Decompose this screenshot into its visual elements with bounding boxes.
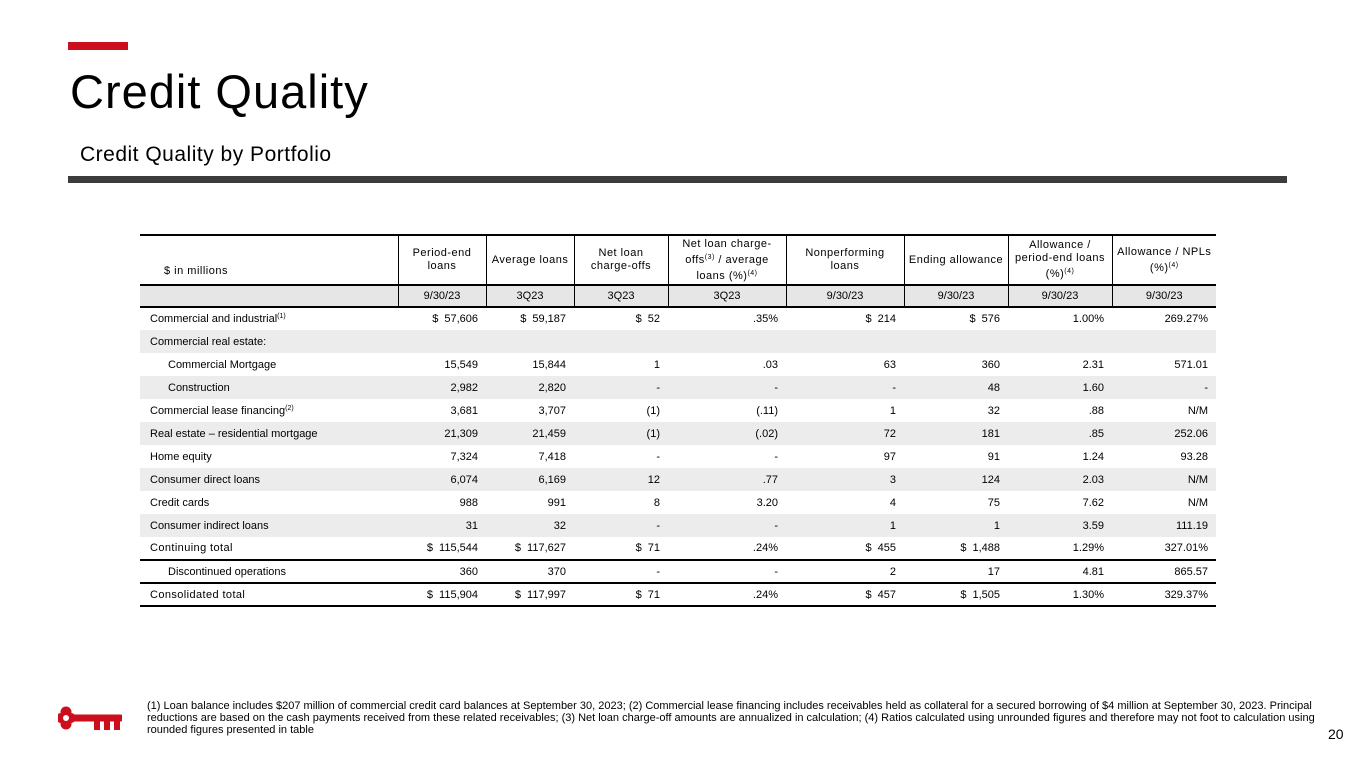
cell-value: 15,549 — [444, 358, 478, 371]
cell-value: 988 — [459, 496, 478, 509]
cell-value: 1 — [889, 404, 896, 417]
footnote-ref: (2) — [285, 404, 294, 412]
table-cell — [398, 445, 486, 468]
table-cell — [904, 307, 1008, 330]
page-subtitle: Credit Quality by Portfolio — [80, 143, 332, 166]
table-cell — [1112, 353, 1216, 376]
table-cell — [398, 330, 486, 353]
row-label-text: Consolidated total — [150, 588, 246, 601]
cell-value: (1) — [646, 427, 660, 440]
table-cell — [486, 514, 574, 537]
table-cell — [1008, 353, 1112, 376]
cell-value: 31 — [465, 519, 478, 532]
cell-value: 117,997 — [527, 588, 566, 601]
table-cell — [904, 537, 1008, 560]
cell-value: 111.19 — [1175, 519, 1208, 532]
table-cell — [574, 330, 668, 353]
row-label — [140, 537, 398, 560]
col-header-nco-ratio-text2: / average loans (%) — [696, 253, 769, 282]
currency-symbol: $ — [514, 542, 522, 554]
cell-value: 360 — [459, 565, 478, 578]
row-label-text: Construction — [168, 381, 230, 394]
cell-value: .85 — [1088, 427, 1104, 440]
col-header-allowance-npls — [1112, 235, 1216, 285]
currency-symbol: $ — [635, 588, 642, 601]
currency-symbol: $ — [960, 542, 967, 554]
currency-symbol: $ — [865, 313, 872, 325]
cell-value: 48 — [987, 381, 1000, 394]
cell-value: 576 — [981, 313, 1000, 325]
table-row — [140, 468, 1216, 491]
table-cell — [1008, 376, 1112, 399]
cell-value: (.02) — [755, 427, 778, 440]
table-cell — [786, 353, 904, 376]
table-cell — [1112, 445, 1216, 468]
cell-value: 115,904 — [439, 588, 478, 601]
cell-value: 71 — [647, 588, 660, 601]
cell-value: 991 — [547, 496, 566, 509]
table-cell — [786, 514, 904, 537]
cell-value: 71 — [647, 542, 660, 554]
table-cell — [786, 560, 904, 583]
table-cell — [1008, 560, 1112, 583]
cell-value: 7,418 — [538, 450, 566, 463]
table-cell — [904, 330, 1008, 353]
cell-value: 252.06 — [1174, 427, 1208, 440]
table-cell — [786, 583, 904, 606]
table-cell — [574, 560, 668, 583]
date-cell: 9/30/23 — [1008, 285, 1112, 307]
row-label-text: Home equity — [150, 450, 212, 463]
cell-value: 52 — [647, 313, 660, 325]
table-cell — [1112, 307, 1216, 330]
row-label — [140, 330, 398, 353]
cell-value: 1.60 — [1082, 381, 1104, 394]
cell-value: 15,844 — [532, 358, 566, 371]
column-header-row — [140, 235, 1216, 285]
row-label — [140, 376, 398, 399]
date-cell: 9/30/23 — [904, 285, 1008, 307]
cell-value: 865.57 — [1174, 565, 1208, 578]
date-cell — [140, 285, 398, 307]
cell-value: 115,544 — [439, 542, 478, 554]
col-header-nco-ratio — [668, 235, 786, 285]
cell-value: 7,324 — [450, 450, 478, 463]
col-header-net-charge-offs: Net loan charge-offs — [574, 235, 668, 285]
table-cell — [574, 491, 668, 514]
table-cell — [1008, 537, 1112, 560]
table-cell — [486, 445, 574, 468]
cell-value: .35% — [752, 313, 778, 325]
table-cell — [668, 353, 786, 376]
col-header-allowance-loans — [1008, 235, 1112, 285]
cell-value: 75 — [987, 496, 1000, 509]
table-cell — [398, 468, 486, 491]
cell-value: 327.01% — [1164, 542, 1208, 554]
row-label-text: Commercial real estate: — [150, 335, 267, 348]
footnote-ref-4: (4) — [1064, 268, 1075, 275]
cell-value: - — [656, 450, 660, 463]
cell-value: 2.31 — [1082, 358, 1104, 371]
cell-value: - — [656, 381, 660, 394]
date-header-row — [140, 285, 1216, 307]
table-cell — [904, 468, 1008, 491]
table-cell — [574, 353, 668, 376]
cell-value: - — [656, 519, 660, 532]
row-label-text: Credit cards — [150, 496, 210, 509]
cell-value: 269.27% — [1164, 313, 1208, 325]
table-cell — [904, 353, 1008, 376]
row-label-text: Consumer direct loans — [150, 473, 261, 486]
table-row — [140, 399, 1216, 422]
cell-value: 32 — [553, 519, 566, 532]
table-cell — [668, 330, 786, 353]
table-cell — [668, 399, 786, 422]
header-divider — [68, 176, 1287, 183]
row-label — [140, 445, 398, 468]
table-cell — [574, 468, 668, 491]
table-cell — [486, 353, 574, 376]
date-cell: 3Q23 — [486, 285, 574, 307]
footnote-ref: (1) — [277, 313, 286, 320]
currency-symbol: $ — [635, 313, 642, 325]
row-label-text: Real estate – residential mortgage — [150, 427, 318, 440]
table-cell — [574, 422, 668, 445]
cell-value: 59,187 — [532, 313, 566, 325]
table-cell — [1112, 560, 1216, 583]
cell-value: 370 — [547, 565, 566, 578]
cell-value: 2.03 — [1082, 473, 1104, 486]
cell-value: 1 — [653, 358, 660, 371]
table-cell — [1112, 330, 1216, 353]
currency-symbol: $ — [432, 313, 439, 325]
cell-value: 93.28 — [1180, 450, 1208, 463]
currency-symbol: $ — [865, 588, 872, 601]
page-title: Credit Quality — [70, 65, 369, 118]
table-cell — [1008, 514, 1112, 537]
date-cell: 9/30/23 — [786, 285, 904, 307]
row-label-text: Commercial Mortgage — [168, 358, 277, 371]
row-label — [140, 583, 398, 606]
table-cell — [1008, 583, 1112, 606]
cell-value: - — [1204, 381, 1208, 394]
table-cell — [398, 583, 486, 606]
cell-value: (.11) — [756, 404, 778, 417]
table-cell — [786, 537, 904, 560]
cell-value: 455 — [877, 542, 896, 554]
footnote-text: (1) Loan balance includes $207 million of commercial credit card balances at September 30, 2023; (2) Commercial lease financing includes receivables held as collateral for a secured borrowing of $4 million at September 30, 2023. Principal reductions are based on the cash payments received from these related receivables; (3) Net loan charge-off amounts are annualized in calculation; (4) Ratios calculated using unrounded figures and therefore may not foot to calculation using rounded figures presented in table — [147, 700, 1315, 736]
row-label — [140, 468, 398, 491]
date-cell: 9/30/23 — [1112, 285, 1216, 307]
table-cell — [486, 307, 574, 330]
row-label — [140, 399, 398, 422]
footnote-ref-3: (3) — [704, 253, 715, 261]
table-cell — [486, 560, 574, 583]
currency-symbol: $ — [426, 588, 434, 601]
table-cell — [486, 468, 574, 491]
row-label — [140, 422, 398, 445]
table-cell — [668, 560, 786, 583]
row-label-text: Commercial and industrial — [150, 313, 278, 325]
row-label — [140, 491, 398, 514]
cell-value: N/M — [1187, 473, 1208, 486]
table-body — [140, 307, 1216, 606]
table-cell — [786, 399, 904, 422]
col-header-average-loans: Average loans — [486, 235, 574, 285]
table-cell — [574, 399, 668, 422]
col-header-units: $ in millions — [164, 265, 228, 277]
cell-value: 21,459 — [532, 427, 566, 440]
credit-quality-table-container — [140, 234, 1216, 607]
cell-value: .24% — [752, 542, 778, 554]
cell-value: (1) — [646, 404, 660, 417]
credit-quality-table — [140, 234, 1216, 607]
table-cell — [668, 583, 786, 606]
table-cell — [1112, 422, 1216, 445]
table-row — [140, 445, 1216, 468]
table-cell — [668, 514, 786, 537]
table-cell — [1112, 514, 1216, 537]
table-cell — [486, 583, 574, 606]
table-cell — [486, 422, 574, 445]
table-cell — [786, 468, 904, 491]
cell-value: 124 — [981, 473, 1000, 486]
cell-value: 12 — [647, 473, 660, 486]
table-cell — [1112, 376, 1216, 399]
row-label-text: Continuing total — [150, 542, 233, 554]
col-header-ending-allowance: Ending allowance — [904, 235, 1008, 285]
cell-value: 3,707 — [538, 404, 566, 417]
cell-value: 3,681 — [450, 404, 478, 417]
cell-value: .03 — [762, 358, 778, 371]
table-cell — [398, 514, 486, 537]
cell-value: 457 — [877, 588, 896, 601]
cell-value: 117,627 — [527, 542, 566, 554]
cell-value: - — [774, 450, 778, 463]
currency-symbol: $ — [635, 542, 642, 554]
cell-value: 2,982 — [450, 381, 478, 394]
cell-value: .24% — [752, 588, 778, 601]
table-cell — [486, 376, 574, 399]
cell-value: 6,169 — [538, 473, 566, 486]
table-cell — [1008, 399, 1112, 422]
cell-value: - — [892, 381, 896, 394]
cell-value: 360 — [981, 358, 1000, 371]
cell-value: 1 — [889, 519, 896, 532]
table-cell — [1112, 468, 1216, 491]
currency-symbol: $ — [969, 313, 976, 325]
table-cell — [786, 330, 904, 353]
table-cell — [1008, 330, 1112, 353]
currency-symbol: $ — [865, 542, 872, 554]
cell-value: 63 — [883, 358, 896, 371]
table-row — [140, 491, 1216, 514]
cell-value: N/M — [1187, 496, 1208, 509]
table-cell — [486, 330, 574, 353]
row-label — [140, 353, 398, 376]
cell-value: 72 — [883, 427, 896, 440]
cell-value: - — [774, 565, 778, 578]
table-cell — [904, 560, 1008, 583]
cell-value: 91 — [987, 450, 1000, 463]
col-header-nco-ratio-text1: Net loan charge-offs — [682, 237, 772, 266]
cell-value: 571.01 — [1174, 358, 1208, 371]
table-cell — [1112, 491, 1216, 514]
table-row — [140, 353, 1216, 376]
col-header-period-end-loans: Period-end loans — [398, 235, 486, 285]
table-cell — [574, 514, 668, 537]
cell-value: 2 — [889, 565, 896, 578]
table-cell — [574, 537, 668, 560]
cell-value: - — [656, 565, 660, 578]
table-row — [140, 583, 1216, 606]
key-logo-icon — [58, 703, 124, 733]
row-label — [140, 514, 398, 537]
cell-value: 3.59 — [1082, 519, 1104, 532]
table-cell — [398, 560, 486, 583]
cell-value: 3.20 — [756, 496, 778, 509]
table-cell — [1112, 399, 1216, 422]
table-cell — [574, 307, 668, 330]
table-cell — [574, 583, 668, 606]
cell-value: 1,505 — [972, 588, 1000, 601]
table-cell — [486, 537, 574, 560]
col-header-nonperforming-loans: Nonperforming loans — [786, 235, 904, 285]
table-cell — [786, 307, 904, 330]
cell-value: 214 — [877, 313, 896, 325]
table-cell — [1008, 307, 1112, 330]
table-cell — [904, 399, 1008, 422]
cell-value: 6,074 — [450, 473, 478, 486]
currency-symbol: $ — [514, 588, 522, 601]
currency-symbol: $ — [520, 313, 527, 325]
table-cell — [668, 468, 786, 491]
col-header-allowance-loans-text: Allowance / period-end loans (%) — [1015, 239, 1105, 280]
table-row — [140, 514, 1216, 537]
table-cell — [668, 537, 786, 560]
cell-value: 329.37% — [1164, 588, 1208, 601]
table-cell — [398, 399, 486, 422]
table-cell — [668, 445, 786, 468]
cell-value: 1.00% — [1072, 313, 1104, 325]
cell-value: 32 — [987, 404, 1000, 417]
table-cell — [1008, 422, 1112, 445]
cell-value: - — [774, 381, 778, 394]
table-cell — [786, 376, 904, 399]
table-cell — [1112, 537, 1216, 560]
table-cell — [486, 491, 574, 514]
row-label-text: Consumer indirect loans — [150, 519, 269, 532]
cell-value: 21,309 — [444, 427, 478, 440]
page-number: 20 — [1328, 726, 1344, 742]
table-cell — [904, 583, 1008, 606]
cell-value: 1.30% — [1072, 588, 1104, 601]
row-label-text: Commercial lease financing — [150, 404, 286, 417]
table-cell — [1008, 445, 1112, 468]
cell-value: 97 — [883, 450, 896, 463]
cell-value: N/M — [1187, 404, 1208, 417]
table-cell — [398, 491, 486, 514]
cell-value: 1.24 — [1082, 450, 1104, 463]
table-cell — [574, 445, 668, 468]
cell-value: 4 — [889, 496, 896, 509]
currency-symbol: $ — [960, 588, 967, 601]
cell-value: 17 — [987, 565, 1000, 578]
footnote-ref-4: (4) — [747, 269, 758, 277]
date-cell: 3Q23 — [668, 285, 786, 307]
table-cell — [904, 422, 1008, 445]
table-row — [140, 330, 1216, 353]
table-cell — [786, 491, 904, 514]
cell-value: 181 — [981, 427, 1000, 440]
date-cell: 3Q23 — [574, 285, 668, 307]
table-cell — [668, 422, 786, 445]
table-cell — [398, 353, 486, 376]
table-cell — [668, 307, 786, 330]
footnote-ref-4: (4) — [1168, 261, 1179, 269]
cell-value: 3 — [889, 473, 896, 486]
cell-value: 1 — [993, 519, 1000, 532]
table-cell — [574, 376, 668, 399]
table-cell — [904, 514, 1008, 537]
table-row — [140, 376, 1216, 399]
table-cell — [904, 376, 1008, 399]
date-cell: 9/30/23 — [398, 285, 486, 307]
table-row — [140, 560, 1216, 583]
currency-symbol: $ — [426, 542, 434, 554]
cell-value: .77 — [762, 473, 778, 486]
table-cell — [1008, 468, 1112, 491]
table-cell — [486, 399, 574, 422]
table-cell — [398, 376, 486, 399]
table-cell — [1008, 491, 1112, 514]
table-cell — [398, 422, 486, 445]
table-cell — [1112, 583, 1216, 606]
table-row — [140, 422, 1216, 445]
cell-value: 57,606 — [444, 313, 478, 325]
table-cell — [398, 537, 486, 560]
table-cell — [904, 445, 1008, 468]
row-label — [140, 307, 398, 330]
table-cell — [786, 422, 904, 445]
table-cell — [786, 445, 904, 468]
cell-value: 1,488 — [972, 542, 1000, 554]
title-accent-bar — [68, 42, 128, 50]
table-cell — [668, 491, 786, 514]
cell-value: .88 — [1088, 404, 1104, 417]
cell-value: 2,820 — [538, 381, 566, 394]
cell-value: 7.62 — [1082, 496, 1104, 509]
table-row — [140, 307, 1216, 330]
cell-value: 4.81 — [1082, 565, 1104, 578]
cell-value: 1.29% — [1072, 542, 1104, 554]
row-label-text: Discontinued operations — [168, 565, 287, 578]
table-cell — [668, 376, 786, 399]
col-header-allowance-npls-text: Allowance / NPLs (%) — [1117, 245, 1212, 274]
table-cell — [398, 307, 486, 330]
cell-value: - — [774, 519, 778, 532]
row-label — [140, 560, 398, 583]
table-cell — [904, 491, 1008, 514]
cell-value: 8 — [653, 496, 660, 509]
table-row — [140, 537, 1216, 560]
